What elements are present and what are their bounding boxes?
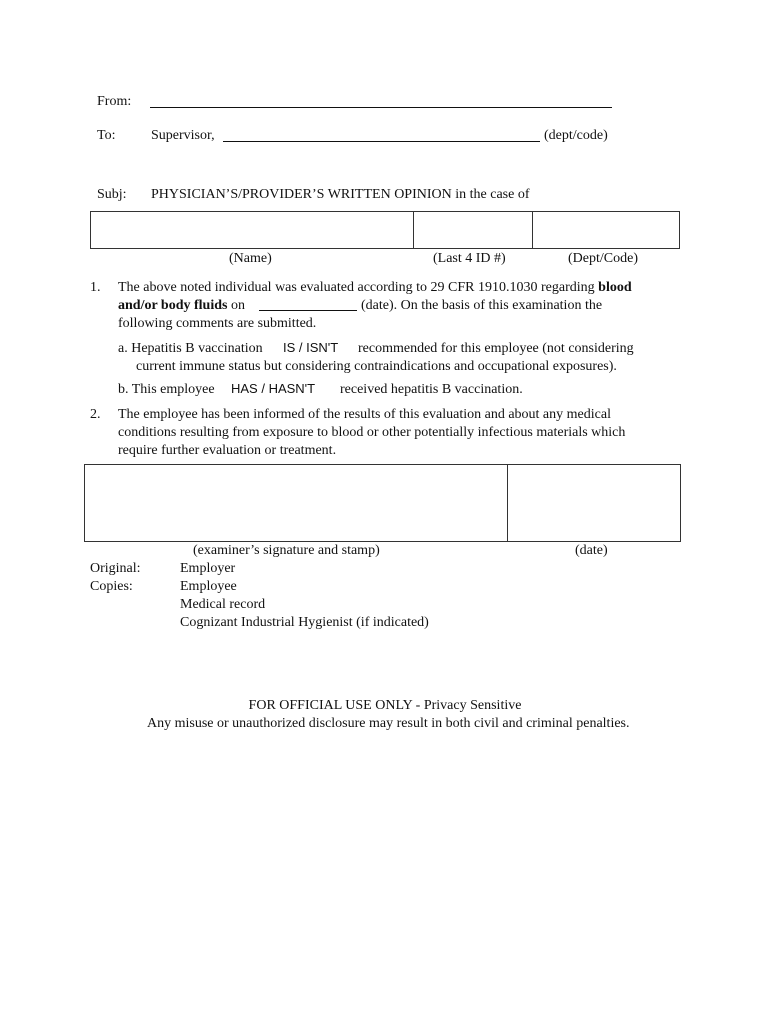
last4-id-caption: (Last 4 ID #) [433, 251, 506, 266]
item1-body-fluids: and/or body fluids [118, 298, 228, 313]
table-divider [532, 211, 533, 249]
from-label: From: [97, 94, 132, 109]
subj-text: PHYSICIAN’S/PROVIDER’S WRITTEN OPINION in the case of [151, 187, 530, 202]
item1-line2 [118, 297, 245, 315]
to-label: To: [97, 128, 116, 143]
distribution-item: Employer [180, 561, 236, 576]
signature-date-cell[interactable] [509, 466, 679, 540]
copies-label: Copies: [90, 579, 133, 594]
name-cell[interactable] [92, 213, 411, 247]
item1-line1 [118, 279, 632, 297]
to-prefix: Supervisor, [151, 128, 215, 143]
item1a-line2: current immune status but considering contraindications and occupational exposures). [136, 359, 617, 374]
item2-line3: require further evaluation or treatment. [118, 443, 337, 458]
to-suffix: (dept/code) [544, 128, 608, 143]
evaluation-date-line[interactable] [259, 310, 357, 311]
from-field-line[interactable] [150, 107, 612, 108]
item1-line1-text: The above noted individual was evaluated according to 29 CFR 1910.1030 regarding [118, 280, 595, 295]
name-caption: (Name) [229, 251, 272, 266]
dept-code-caption: (Dept/Code) [568, 251, 638, 266]
item1-number: 1. [90, 280, 101, 295]
footer-disclaimer: Any misuse or unauthorized disclosure may result in both civil and criminal penalties. [147, 716, 630, 731]
item1a-post: recommended for this employee (not considering [358, 341, 634, 356]
original-label: Original: [90, 561, 141, 576]
item1-line2-post: (date). On the basis of this examination the [361, 298, 603, 313]
dept-code-cell[interactable] [534, 213, 678, 247]
item1-line3: following comments are submitted. [118, 316, 317, 331]
examiner-signature-cell[interactable] [86, 466, 505, 540]
distribution-item: Employee [180, 579, 237, 594]
last4-id-cell[interactable] [415, 213, 530, 247]
date-caption: (date) [575, 543, 608, 558]
distribution-item: Cognizant Industrial Hygienist (if indicated) [180, 615, 429, 630]
item1b-pre: b. This employee [118, 382, 215, 397]
table-divider [507, 464, 508, 542]
vaccination-is-isnt-option[interactable]: IS / ISN'T [283, 340, 339, 355]
signature-caption: (examiner’s signature and stamp) [193, 543, 380, 558]
supervisor-field-line[interactable] [223, 141, 540, 142]
item2-line1: The employee has been informed of the results of this evaluation and about any medical [118, 407, 611, 422]
footer-notice: FOR OFFICIAL USE ONLY - Privacy Sensitive [248, 698, 522, 713]
item1-blood: blood [598, 280, 632, 295]
item1-on: on [230, 298, 245, 313]
subj-label: Subj: [97, 187, 127, 202]
table-divider [413, 211, 414, 249]
item2-number: 2. [90, 407, 101, 422]
item1a-pre: a. Hepatitis B vaccination [118, 341, 263, 356]
item2-line2: conditions resulting from exposure to blood or other potentially infectious materials which [118, 425, 626, 440]
vaccination-has-hasnt-option[interactable]: HAS / HASN'T [231, 381, 316, 396]
distribution-item: Medical record [180, 597, 266, 612]
item1b-post: received hepatitis B vaccination. [340, 382, 523, 397]
